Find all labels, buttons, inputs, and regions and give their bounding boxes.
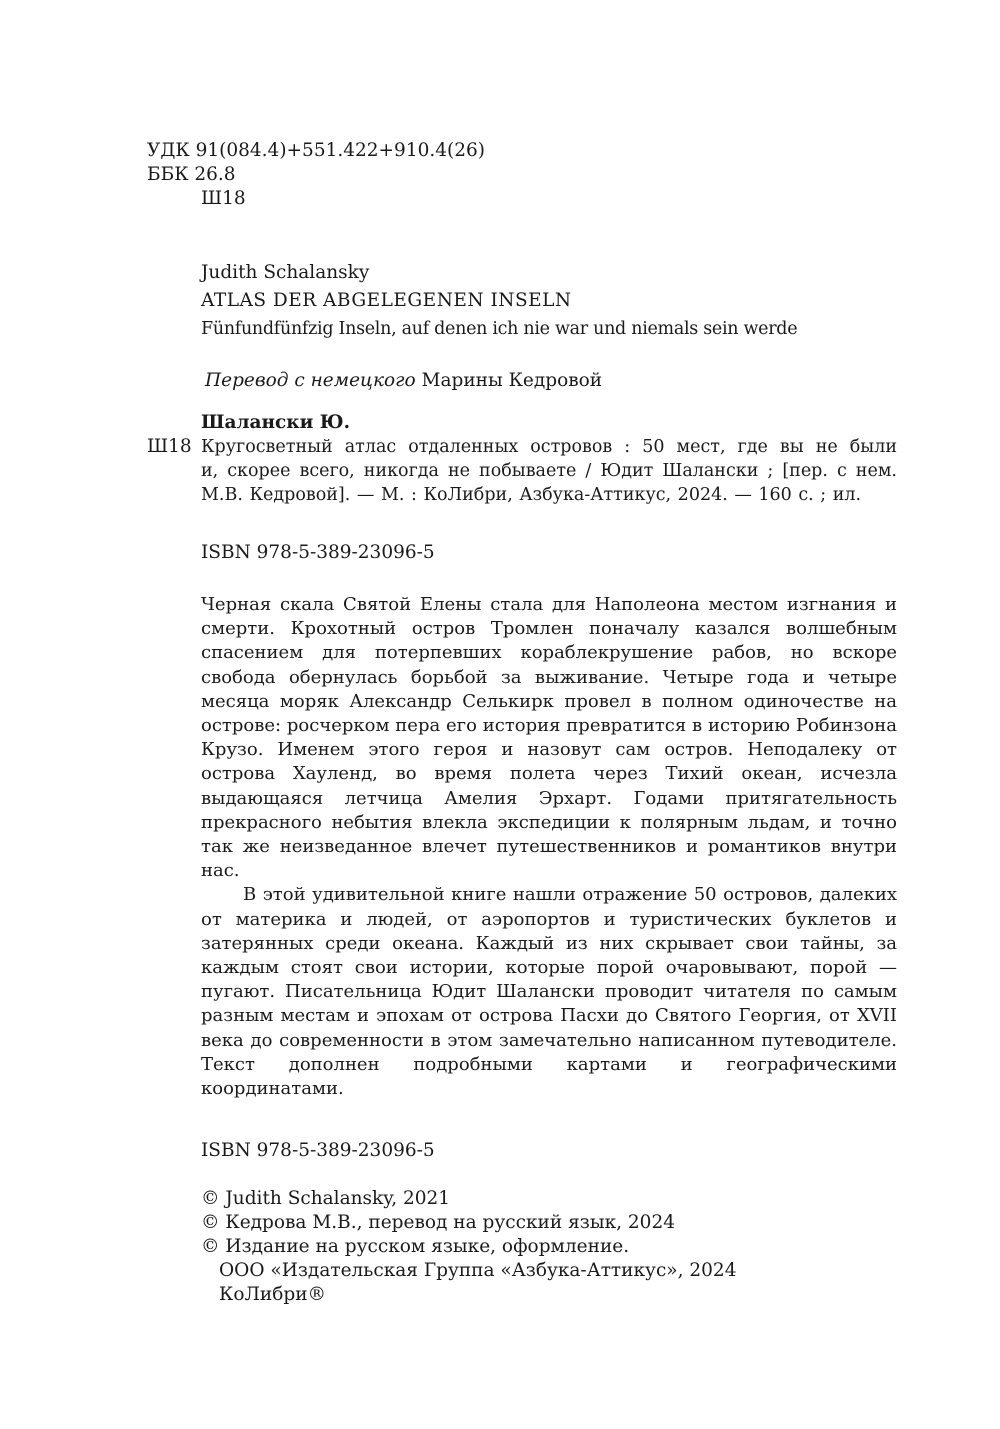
copyright-publisher: ООО «Издательская Группа «Азбука-Аттикус», 2024 (219, 1260, 737, 1281)
copyright-edition: © Издание на русском языке, оформление. (201, 1236, 630, 1257)
bbk-code: ББК 26.8 (147, 164, 236, 185)
annotation-paragraph-1: Черная скала Святой Елены стала для Наполеона местом изгнания и смерти. Крохотный остров Тромлен поначалу казался волшебным спасением для потерпевших кораблекрушение рабов, но вскоре свобода обернулась борьбой за выживание. Четыре года и четыре месяца моряк Александр Селькирк провел в полном одиночестве на острове: росчерком пера его история превратится в историю Робинзона Крузо. Именем этого героя и назовут сам остров. Неподалеку от острова Хауленд, во время полета через Тихий океан, исчезла выдающаяся летчица Амелия Эрхарт. Годами притягательность прекрасного небытия влекла экспедиции к полярным льдам, и точно так же неизведанное влечет путешественников и романтиков внутри нас. (201, 594, 897, 882)
copyright-translation: © Кедрова М.В., перевод на русский язык, 2024 (201, 1212, 675, 1233)
catalog-code: Ш18 (147, 436, 192, 457)
isbn-top: ISBN 978-5-389-23096-5 (201, 542, 435, 563)
catalog-author-heading: Шалански Ю. (201, 412, 351, 433)
catalog-line-1: Кругосветный атлас отдаленных островов : 50 мест, где вы не были (201, 437, 897, 457)
author-code: Ш18 (201, 188, 246, 209)
original-title: ATLAS DER ABGELEGENEN INSELN (201, 290, 572, 311)
original-subtitle: Fünfundfünfzig Inseln, auf denen ich nie war und niemals sein werde (201, 319, 798, 339)
copyright-author: © Judith Schalansky, 2021 (201, 1188, 451, 1209)
catalog-line-2: и, скорее всего, никогда не побываете / Юдит Шалански ; [пер. с нем. (201, 461, 897, 481)
copyright-imprint: КоЛибри® (219, 1284, 327, 1305)
isbn-bottom: ISBN 978-5-389-23096-5 (201, 1140, 435, 1161)
annotation-paragraph-2: В этой удивительной книге нашли отражение 50 островов, далеких от материка и людей, от аэропортов и туристических буклетов и затерянных среди океана. Каждый из них скрывает свои тайны, за каждым стоят свои истории, которые порой очаровывают, порой — пугают. Писательница Юдит Шалански проводит читателя по самым разным местам и эпохам от острова Пасхи до Святого Георгия, от XVII века до современности в этом замечательно написанном путеводителе. Текст дополнен подробными картами и географическими координатами. (201, 884, 897, 1100)
translation-credit (205, 369, 602, 393)
translation-label: Перевод с немецкого (205, 370, 416, 391)
udk-code: УДК 91(084.4)+551.422+910.4(26) (147, 140, 485, 161)
original-author: Judith Schalansky (201, 262, 370, 283)
annotation (201, 593, 897, 1101)
catalog-line-3: М.В. Кедровой]. — М. : КоЛибри, Азбука-Аттикус, 2024. — 160 с. ; ил. (201, 485, 862, 505)
translator-name: Марины Кедровой (421, 370, 603, 391)
